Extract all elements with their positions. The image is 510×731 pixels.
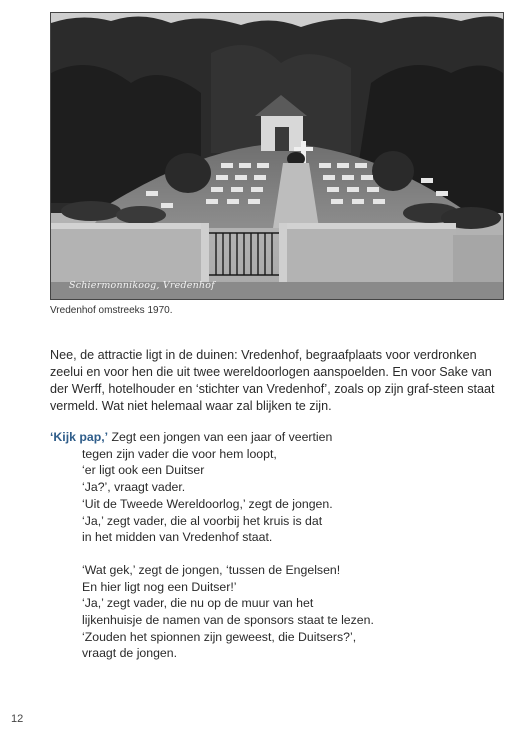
poem-line: vraagt de jongen.: [82, 646, 178, 661]
poem-line: tegen zijn vader die voor hem loopt,: [82, 446, 277, 461]
poem-line: ‘Zouden het spionnen zijn geweest, die Duitsers?’,: [82, 629, 357, 644]
photo-inset-caption: Schiermonnikoog, Vredenhof: [69, 280, 215, 291]
poem-line-rest: Zegt een jongen van een jaar of veertien: [108, 430, 333, 444]
poem-line: ‘er ligt ook een Duitser: [82, 463, 205, 478]
cemetery-photo-illustration: [51, 13, 503, 299]
poem-line: lijkenhuisje de namen van de sponsors staat te lezen.: [82, 613, 374, 628]
poem-line: in het midden van Vredenhof staat.: [82, 530, 273, 545]
page-number: 12: [11, 713, 24, 725]
poem-line: ‘Ja,’ zegt vader, die nu op de muur van het: [82, 596, 314, 611]
cemetery-photo: [50, 12, 504, 300]
photo-caption: Vredenhof omstreeks 1970.: [50, 305, 173, 316]
poem-line: [50, 429, 510, 446]
poem: [50, 429, 510, 662]
intro-paragraph: Nee, de attractie ligt in de duinen: Vredenhof, begraafplaats voor verdronken zeelui en voor hen die uit twee wereldoorlogen aanspoelden. En voor Sake van der Werff, hotelhouder en ‘stichter van Vredenhof’, zoals op zijn graf-steen staat vermeld. Wat niet helemaal waar zal blijken te zijn.: [50, 348, 495, 413]
poem-line: ‘Wat gek,’ zegt de jongen, ‘tussen de Engelsen!: [82, 562, 341, 577]
poem-line: En hier ligt nog een Duitser!’: [82, 579, 237, 594]
poem-lead: ‘Kijk pap,’: [50, 430, 109, 444]
poem-line: ‘Ja?’, vraagt vader.: [82, 480, 186, 495]
poem-line: ‘Ja,’ zegt vader, die al voorbij het kruis is dat: [82, 513, 323, 528]
poem-line: ‘Uit de Tweede Wereldoorlog,’ zegt de jongen.: [82, 496, 333, 511]
stanza-gap: [50, 546, 510, 562]
